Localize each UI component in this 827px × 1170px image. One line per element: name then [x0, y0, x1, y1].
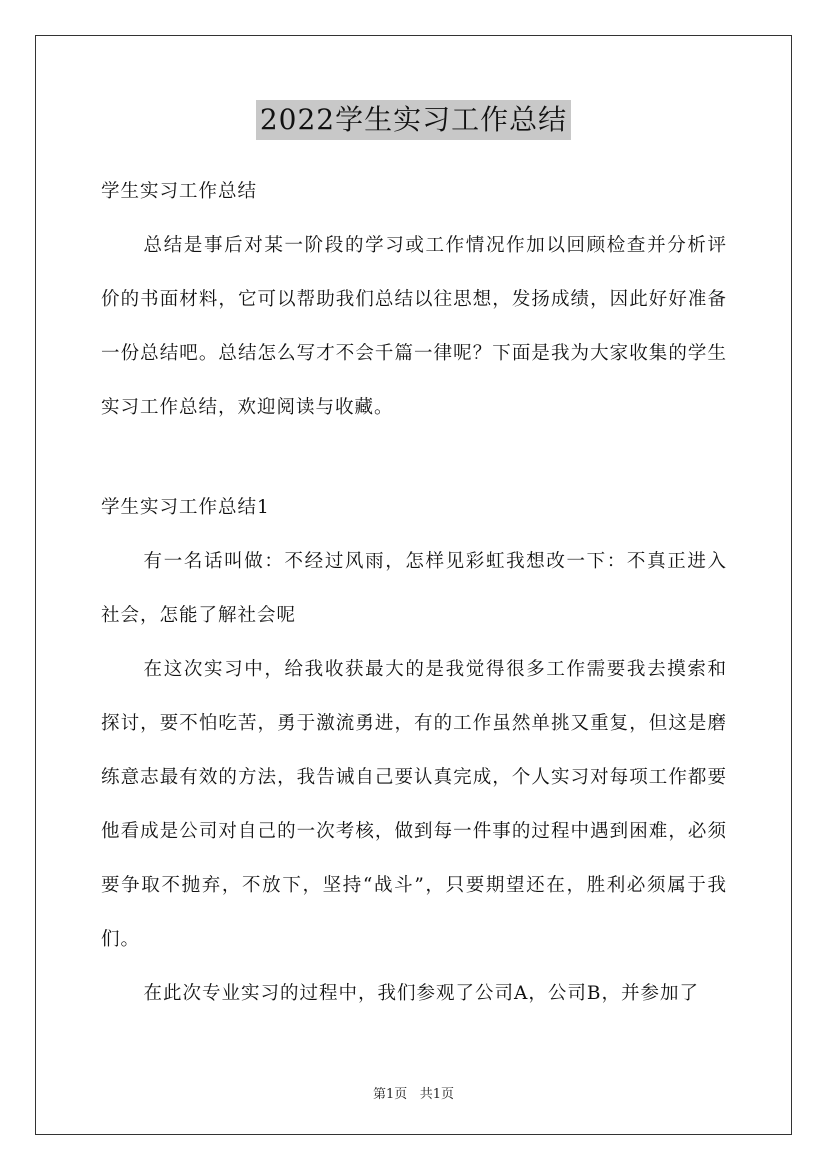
body-paragraph: 在此次专业实习的过程中，我们参观了公司A，公司B，并参加了 — [143, 983, 700, 1004]
page-footer — [0, 1083, 827, 1102]
page-number: 第1页 — [373, 1087, 408, 1102]
document-body — [101, 165, 727, 1021]
intro-heading: 学生实习工作总结 — [101, 181, 258, 202]
intro-paragraph: 总结是事后对某一阶段的学习或工作情况作加以回顾检查并分析评价的书面材料，它可以帮助我们总结以往思想，发扬成绩，因此好好准备一份总结吧。总结怎么写才不会千篇一律呢？下面是我为大家收集的学生实习工作总结，欢迎阅读与收藏。 — [101, 235, 727, 418]
page-total: 共1页 — [419, 1087, 454, 1102]
document-title: 2022学生实习工作总结 — [256, 100, 571, 140]
section-spacer — [101, 435, 727, 481]
document-title-container — [0, 100, 827, 140]
section-heading: 学生实习工作总结1 — [101, 497, 270, 518]
body-paragraph: 有一名话叫做：不经过风雨，怎样见彩虹我想改一下：不真正进入社会，怎能了解社会呢 — [101, 551, 727, 626]
body-paragraph: 在这次实习中，给我收获最大的是我觉得很多工作需要我去摸索和探讨，要不怕吃苦，勇于激流勇进，有的工作虽然单挑又重复，但这是磨练意志最有效的方法，我告诫自己要认真完成，个人实习对每项工作都要他看成是公司对自己的一次考核，做到每一件事的过程中遇到困难，必须要争取不抛弃，不放下，坚持“战斗”，只要期望还在，胜利必须属于我们。 — [101, 659, 727, 950]
